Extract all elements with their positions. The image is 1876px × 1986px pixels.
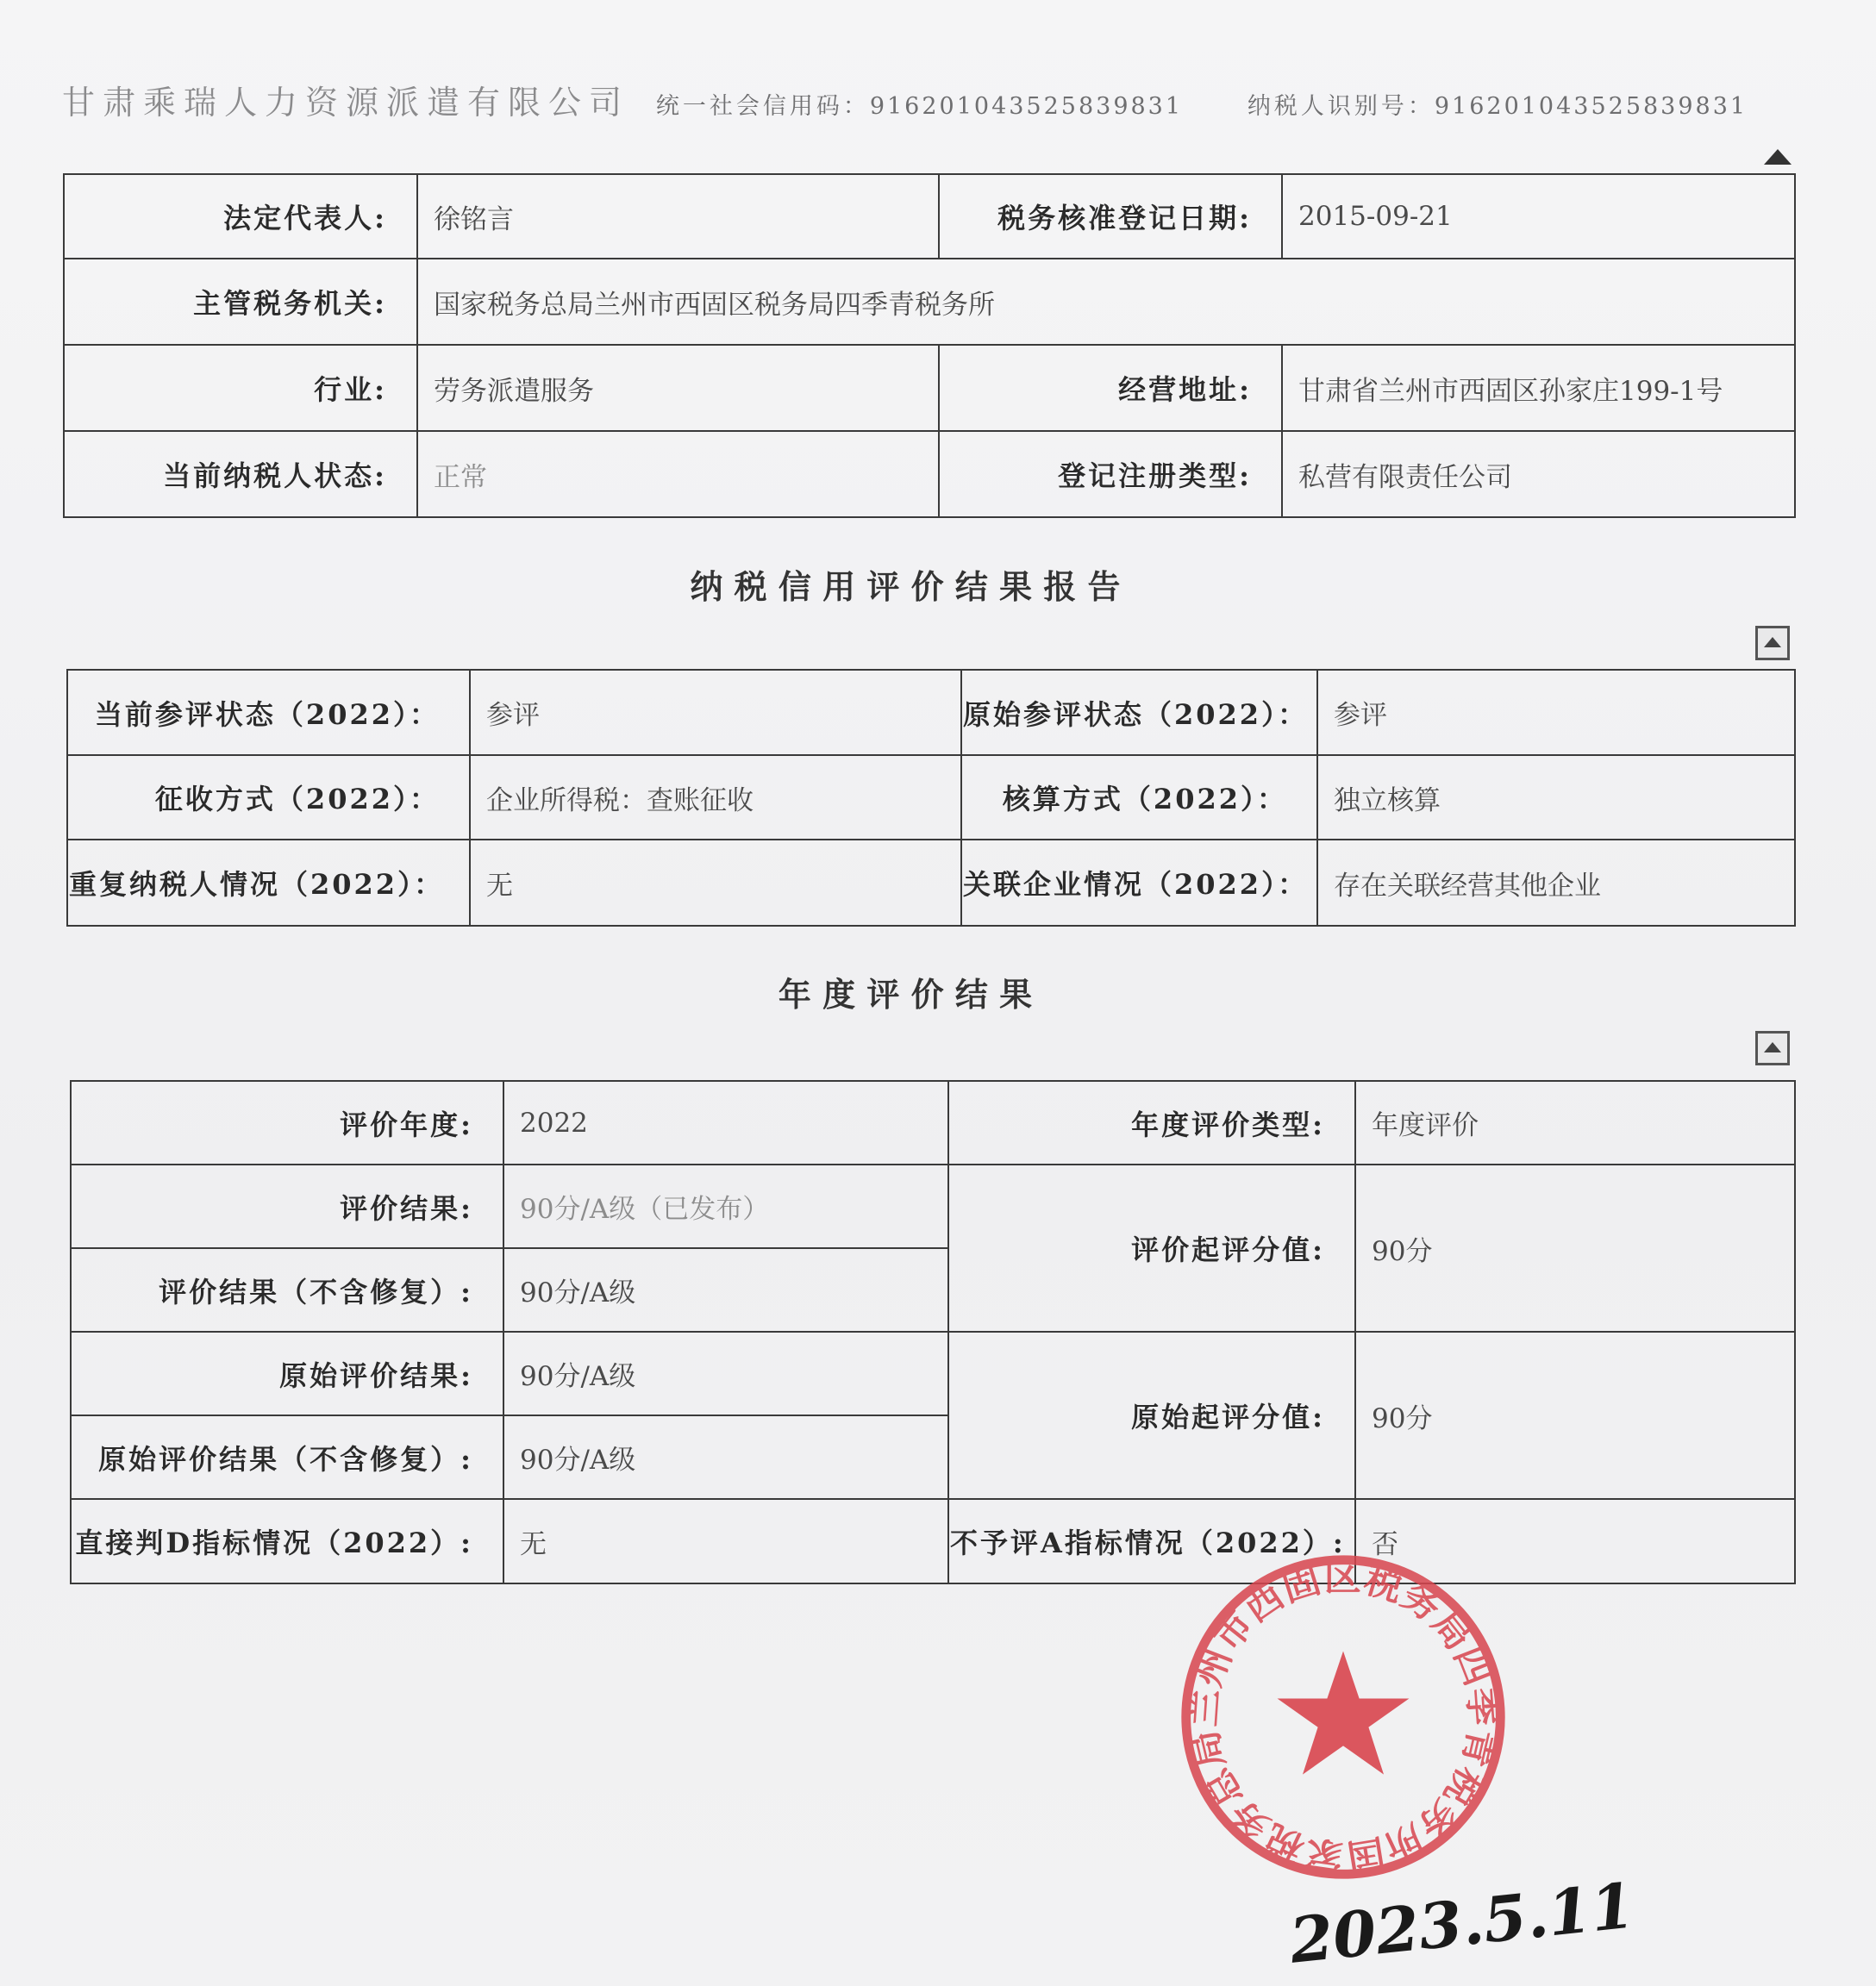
table-row xyxy=(71,1332,1795,1415)
direct-d-label: 直接判D指标情况（2022）: xyxy=(71,1499,503,1583)
table-row xyxy=(67,670,1795,755)
collapse-credit-button[interactable] xyxy=(1755,626,1790,660)
company-name: 甘肃乘瑞人力资源派遣有限公司 xyxy=(62,84,630,122)
orig-norepair-value: 90分/A级 xyxy=(503,1415,948,1499)
eval-type-label: 年度评价类型: xyxy=(948,1081,1355,1165)
reg-type-label: 登记注册类型: xyxy=(939,431,1282,517)
duplicate-taxpayer-value: 无 xyxy=(470,840,961,926)
start-score-label: 评价起评分值: xyxy=(948,1165,1355,1332)
address-value: 甘肃省兰州市西固区孙家庄199-1号 xyxy=(1282,345,1795,431)
current-status-label: 当前参评状态（2022）： xyxy=(67,670,470,755)
related-company-value: 存在关联经营其他企业 xyxy=(1317,840,1795,926)
result-norepair-label: 评价结果（不含修复）: xyxy=(71,1248,503,1332)
table-row xyxy=(67,755,1795,840)
collapse-arrow-icon[interactable] xyxy=(1764,149,1792,165)
no-a-label: 不予评A指标情况（2022）: xyxy=(948,1499,1355,1583)
orig-norepair-label: 原始评价结果（不含修复）: xyxy=(71,1415,503,1499)
collapse-annual-button[interactable] xyxy=(1755,1031,1790,1065)
tax-authority-label: 主管税务机关: xyxy=(64,259,417,345)
orig-result-label: 原始评价结果: xyxy=(71,1332,503,1415)
document-header xyxy=(62,76,1838,123)
start-score-value: 90分 xyxy=(1355,1165,1795,1332)
eval-result-value: 90分/A级（已发布） xyxy=(503,1165,948,1248)
table-row xyxy=(64,345,1795,431)
annual-result-title: 年 度 评 价 结 果 xyxy=(778,975,1033,1014)
table-row xyxy=(71,1499,1795,1583)
duplicate-taxpayer-label: 重复纳税人情况（2022）： xyxy=(67,840,470,926)
orig-start-label: 原始起评分值: xyxy=(948,1332,1355,1499)
no-a-value: 否 xyxy=(1355,1499,1795,1583)
industry-value: 劳务派遣服务 xyxy=(417,345,939,431)
address-label: 经营地址: xyxy=(939,345,1282,431)
annual-result-table xyxy=(70,1080,1796,1584)
reg-type-value: 私营有限责任公司 xyxy=(1282,431,1795,517)
tax-authority-value: 国家税务总局兰州市西固区税务局四季青税务所 xyxy=(417,259,1795,345)
original-status-value: 参评 xyxy=(1317,670,1795,755)
table-row xyxy=(71,1081,1795,1165)
original-status-label: 原始参评状态（2022）： xyxy=(961,670,1317,755)
orig-start-value: 90分 xyxy=(1355,1332,1795,1499)
signature-date-text: 2023.5.11 xyxy=(1285,1868,1638,1977)
legal-rep-value: 徐铭言 xyxy=(417,174,939,259)
table-row xyxy=(64,259,1795,345)
eval-type-value: 年度评价 xyxy=(1355,1081,1795,1165)
collection-method-label: 征收方式（2022）： xyxy=(67,755,470,840)
status-value: 正常 xyxy=(417,431,939,517)
credit-code-label: 统一社会信用码： xyxy=(655,93,870,120)
related-company-label: 关联企业情况（2022）： xyxy=(961,840,1317,926)
eval-result-label: 评价结果: xyxy=(71,1165,503,1248)
industry-label: 行业: xyxy=(64,345,417,431)
table-row xyxy=(71,1165,1795,1248)
credit-report-table xyxy=(66,669,1796,927)
eval-year-label: 评价年度: xyxy=(71,1081,503,1165)
result-norepair-value: 90分/A级 xyxy=(503,1248,948,1332)
taxpayer-id: 916201043525839831 xyxy=(1434,93,1748,120)
taxpayer-id-label: 纳税人识别号： xyxy=(1247,93,1435,120)
reg-date-value: 2015-09-21 xyxy=(1282,174,1795,259)
legal-rep-label: 法定代表人: xyxy=(64,174,417,259)
eval-year-value: 2022 xyxy=(503,1081,948,1165)
reg-date-label: 税务核准登记日期: xyxy=(939,174,1282,259)
direct-d-value: 无 xyxy=(503,1499,948,1583)
seal-text: 国家税务总局兰州市西固区税务局四季青税务所 xyxy=(1181,1556,1505,1879)
accounting-method-label: 核算方式（2022）： xyxy=(961,755,1317,840)
seal-star-icon xyxy=(1278,1652,1410,1775)
current-status-value: 参评 xyxy=(470,670,961,755)
accounting-method-value: 独立核算 xyxy=(1317,755,1795,840)
basic-info-table xyxy=(63,173,1796,518)
official-seal xyxy=(1174,1548,1512,1886)
table-row xyxy=(64,431,1795,517)
table-row xyxy=(64,174,1795,259)
credit-code: 916201043525839831 xyxy=(869,93,1184,120)
handwritten-date xyxy=(1276,1868,1638,1983)
table-row xyxy=(67,840,1795,926)
collection-method-value: 企业所得税：查账征收 xyxy=(470,755,961,840)
status-label: 当前纳税人状态: xyxy=(64,431,417,517)
credit-report-title: 纳 税 信 用 评 价 结 果 报 告 xyxy=(690,567,1121,606)
orig-result-value: 90分/A级 xyxy=(503,1332,948,1415)
